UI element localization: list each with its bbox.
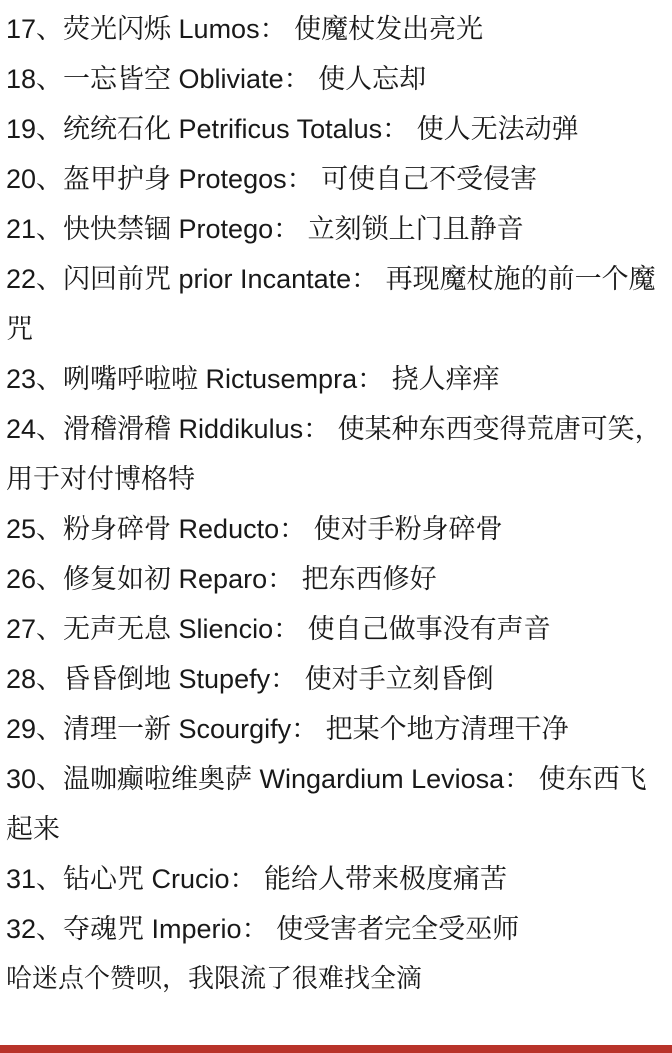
list-item: 29、清理一新 Scourgify： 把某个地方清理干净 — [6, 714, 569, 744]
list-item: 21、快快禁锢 Protego： 立刻锁上门且静音 — [6, 214, 524, 244]
list-item: 27、无声无息 Sliencio： 使自己做事没有声音 — [6, 614, 551, 644]
list-item: 20、盔甲护身 Protegos： 可使自己不受侵害 — [6, 164, 538, 194]
spell-list — [6, 4, 672, 954]
list-item: 22、闪回前咒 prior Incantate： 再现魔杖施的前一个魔咒 — [6, 264, 656, 344]
list-item: 28、昏昏倒地 Stupefy： 使对手立刻昏倒 — [6, 664, 494, 694]
list-item: 30、温咖癫啦维奥萨 Wingardium Leviosa： 使东西飞起来 — [6, 764, 647, 844]
list-item: 26、修复如初 Reparo： 把东西修好 — [6, 564, 437, 594]
list-item: 24、滑稽滑稽 Riddikulus： 使某种东西变得荒唐可笑，用于对付博格特 — [6, 414, 662, 494]
list-item: 31、钻心咒 Crucio： 能给人带来极度痛苦 — [6, 864, 508, 894]
bottom-accent-rule — [0, 1045, 672, 1053]
list-item: 25、粉身碎骨 Reducto： 使对手粉身碎骨 — [6, 514, 503, 544]
list-item: 23、咧嘴呼啦啦 Rictusempra： 挠人痒痒 — [6, 364, 500, 394]
list-item: 17、荧光闪烁 Lumos： 使魔杖发出亮光 — [6, 14, 484, 44]
list-item: 18、一忘皆空 Obliviate： 使人忘却 — [6, 64, 427, 94]
list-item: 19、统统石化 Petrificus Totalus： 使人无法动弹 — [6, 114, 579, 144]
list-item: 32、夺魂咒 Imperio： 使受害者完全受巫师 — [6, 914, 520, 944]
footer-note: 哈迷点个赞呗，我限流了很难找全滴 — [6, 963, 423, 993]
